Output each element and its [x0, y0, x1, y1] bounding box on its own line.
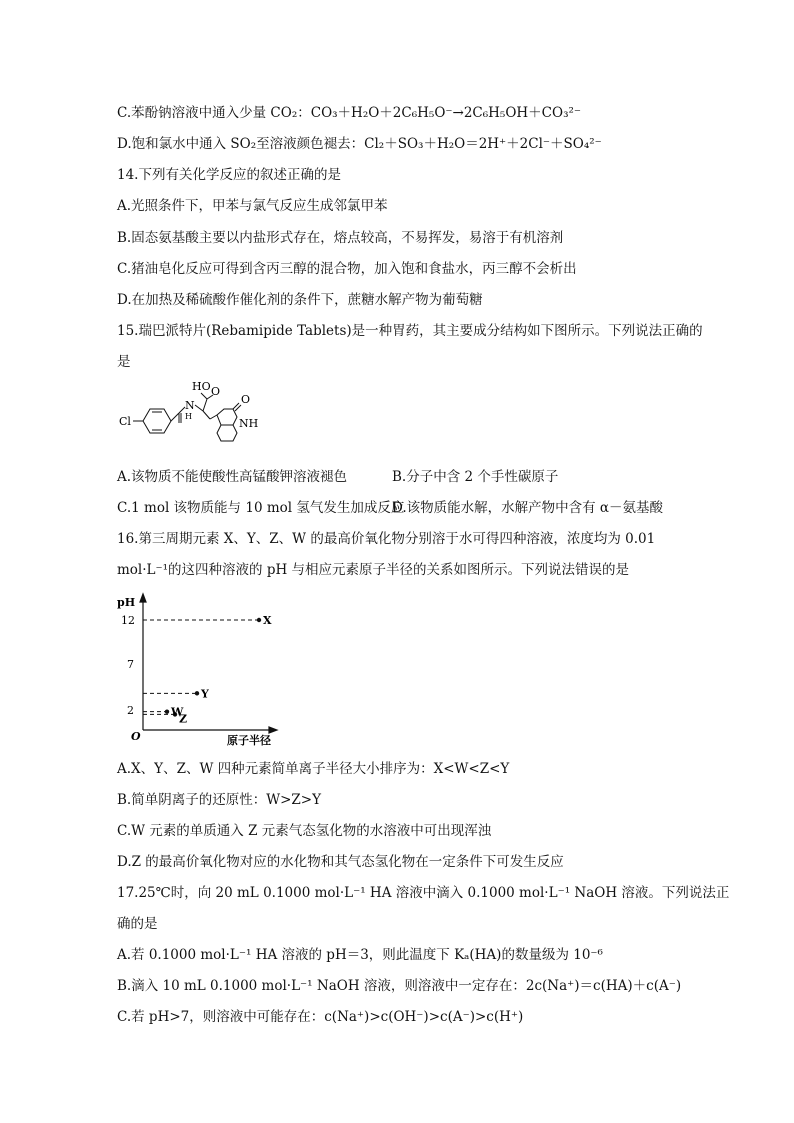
question-14: 14.下列有关化学反应的叙述正确的是 [117, 167, 341, 183]
option-16-c: C.W 元素的单质通入 Z 元素气态氢化物的水溶液中可出现浑浊 [117, 823, 492, 839]
point-w [165, 709, 169, 713]
option-15-a: A.该物质不能使酸性高锰酸钾溶液褪色 [117, 469, 348, 485]
question-16-line2: mol·L⁻¹的这四种溶液的 pH 与相应元素原子半径的关系如图所示。下列说法错误的是 [117, 562, 630, 578]
rebamipide-structure [115, 375, 275, 455]
question-16-line1: 16.第三周期元素 X、Y、Z、W 的最高价氧化物分别溶于水可得四种溶液，浓度均为 0.01 [117, 531, 656, 547]
ph-radius-chart [115, 590, 295, 750]
question-15-line2: 是 [117, 354, 131, 370]
label-o-acid: O [211, 385, 221, 398]
option-14-c: C.猪油皂化反应可得到含丙三醇的混合物，加入饱和食盐水，丙三醇不会析出 [117, 261, 577, 277]
y-axis-label: pH [117, 596, 136, 609]
label-nh: NH [239, 417, 259, 430]
option-14-d: D.在加热及稀硫酸作催化剂的条件下，蔗糖水解产物为葡萄糖 [117, 292, 483, 308]
option-14-b: B.固态氨基酸主要以内盐形式存在，熔点较高，不易挥发，易溶于有机溶剂 [117, 230, 564, 246]
option-17-c: C.若 pH>7，则溶液中可能存在：c(Na⁺)>c(OH⁻)>c(A⁻)>c(H⁺) [117, 1009, 524, 1025]
option-17-a: A.若 0.1000 mol·L⁻¹ HA 溶液的 pH＝3，则此温度下 Kₐ(HA)的数量级为 10⁻⁶ [117, 947, 603, 963]
label-h-amide: H [185, 412, 192, 421]
origin-label: O [131, 730, 141, 743]
point-label-z: Z [179, 712, 188, 726]
point-label-x: X [263, 614, 272, 627]
line-c13: C.苯酚钠溶液中通入少量 CO₂：CO₃＋H₂O＋2C₆H₅O⁻→2C₆H₅OH＋CO₃²⁻ [117, 105, 582, 121]
point-x [257, 618, 261, 622]
option-16-b: B.简单阴离子的还原性：W>Z>Y [117, 792, 322, 808]
label-cl: Cl [119, 415, 131, 428]
question-17-line1: 17.25℃时，向 20 mL 0.1000 mol·L⁻¹ HA 溶液中滴入 0.1000 mol·L⁻¹ NaOH 溶液。下列说法正 [117, 885, 730, 901]
tick-2: 2 [127, 704, 134, 717]
option-15-b: B.分子中含 2 个手性碳原子 [392, 469, 559, 485]
option-15-c: C.1 mol 该物质能与 10 mol 氢气发生加成反应 [117, 500, 405, 516]
label-o-ring: O [241, 393, 251, 406]
label-n-amide: N [185, 399, 195, 412]
question-17-line2: 确的是 [117, 916, 158, 932]
option-14-a: A.光照条件下，甲苯与氯气反应生成邻氯甲苯 [117, 198, 388, 214]
label-ho: HO [192, 380, 211, 393]
line-d13: D.饱和氯水中通入 SO₂至溶液颜色褪去：Cl₂＋SO₃＋H₂O＝2H⁺＋2Cl⁻＋SO₄²⁻ [117, 136, 602, 152]
tick-7: 7 [127, 658, 134, 671]
question-15-line1: 15.瑞巴派特片(Rebamipide Tablets)是一种胃药，其主要成分结构如下图所示。下列说法正确的 [117, 323, 703, 339]
option-16-d: D.Z 的最高价氧化物对应的水化物和其气态氢化物在一定条件下可发生反应 [117, 854, 564, 870]
point-y [195, 691, 199, 695]
option-17-b: B.滴入 10 mL 0.1000 mol·L⁻¹ NaOH 溶液，则溶液中一定存在：2c(Na⁺)＝c(HA)＋c(A⁻) [117, 978, 682, 994]
point-label-w: W [171, 705, 184, 719]
tick-12: 12 [121, 614, 135, 627]
x-axis-label: 原子半径 [227, 734, 271, 747]
point-label-y: Y [201, 687, 209, 701]
option-15-d: D.该物质能水解，水解产物中含有 α－氨基酸 [392, 500, 664, 516]
option-16-a: A.X、Y、Z、W 四种元素简单离子半径大小排序为：X<W<Z<Y [117, 761, 510, 777]
